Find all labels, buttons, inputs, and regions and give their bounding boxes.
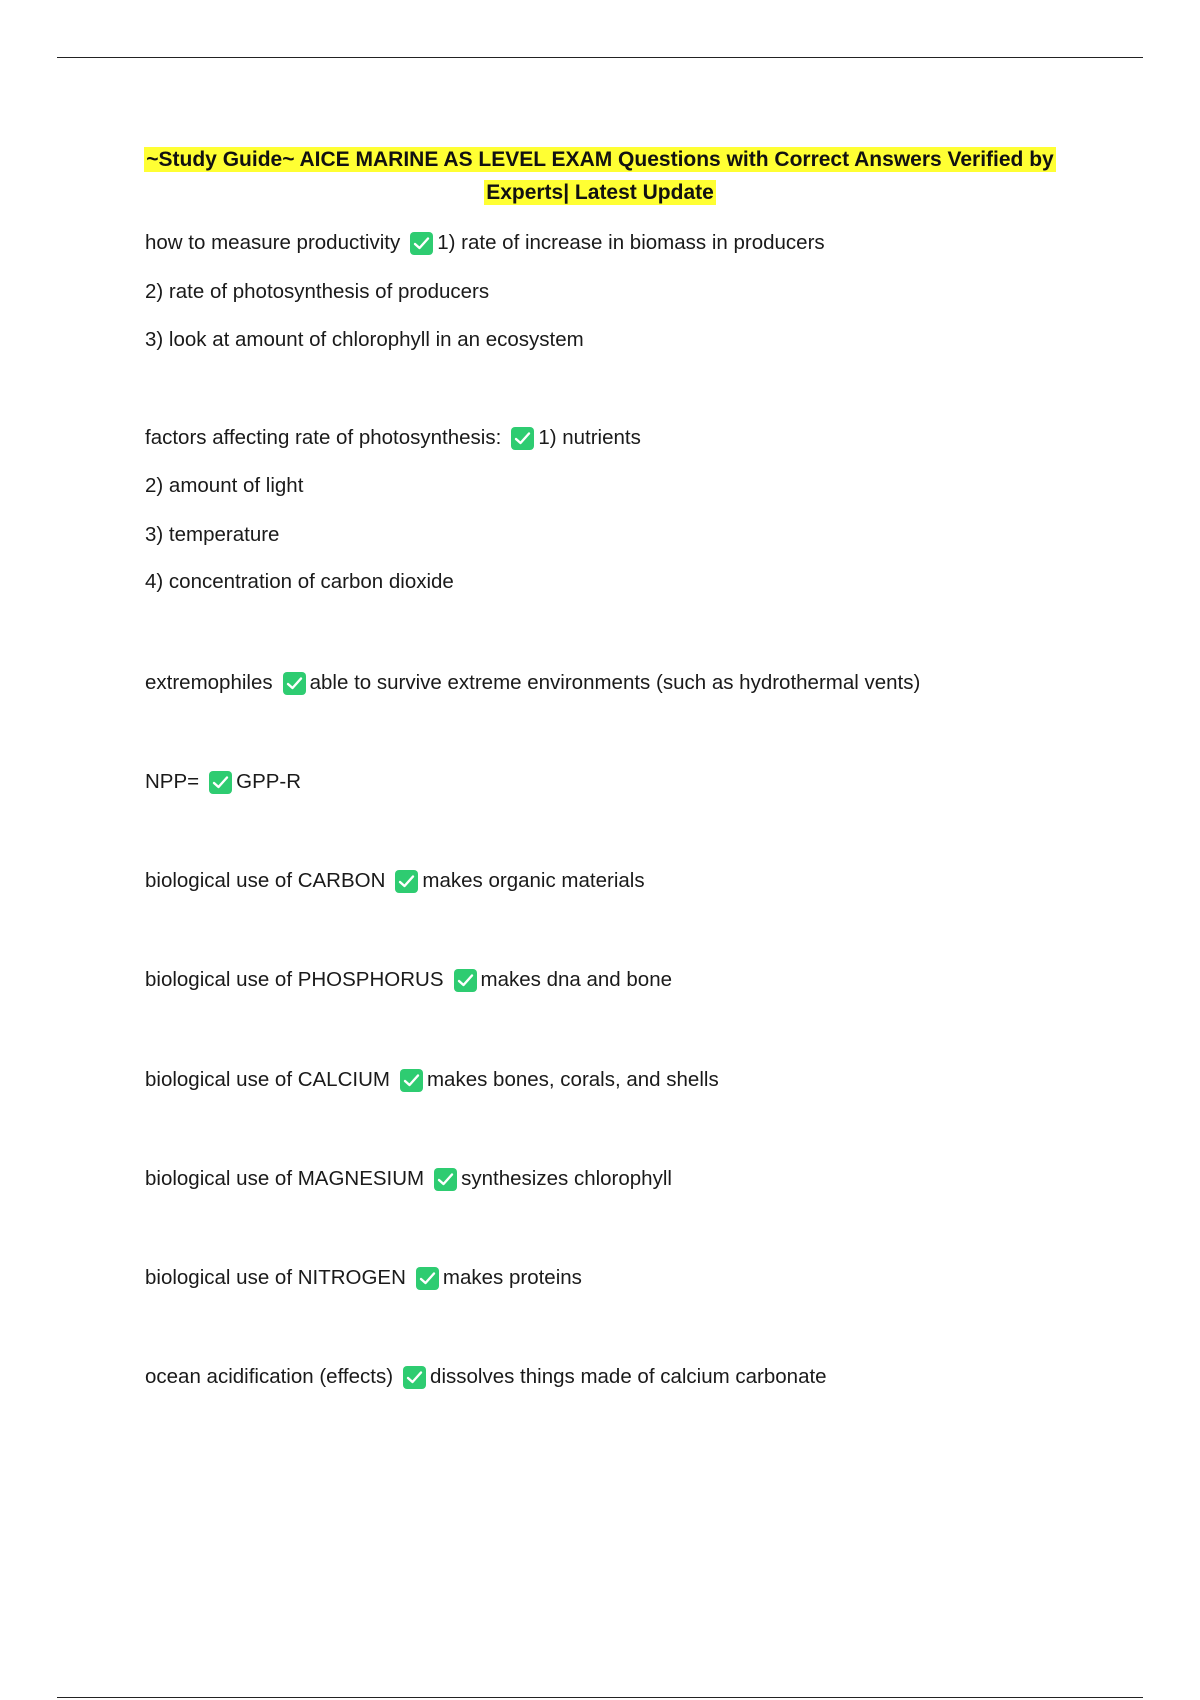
qa-item <box>145 1165 672 1193</box>
qa-answer: dissolves things made of calcium carbonate <box>430 1365 827 1388</box>
qa-item <box>145 966 672 994</box>
qa-continuation <box>145 472 303 500</box>
qa-term: biological use of MAGNESIUM <box>145 1167 425 1190</box>
qa-continuation-text: 4) concentration of carbon dioxide <box>145 570 454 593</box>
qa-item <box>145 424 641 452</box>
check-icon <box>209 771 232 794</box>
qa-continuation <box>145 521 279 549</box>
qa-continuation <box>145 568 454 596</box>
qa-answer: 1) nutrients <box>538 426 641 449</box>
qa-continuation <box>145 326 584 354</box>
qa-term: biological use of CALCIUM <box>145 1068 390 1091</box>
qa-answer: makes dna and bone <box>480 968 672 991</box>
qa-answer: makes bones, corals, and shells <box>426 1068 719 1091</box>
qa-term: biological use of CARBON <box>145 869 386 892</box>
qa-term: biological use of NITROGEN <box>145 1266 406 1289</box>
qa-continuation-text: 3) temperature <box>145 523 280 546</box>
check-icon <box>511 427 534 450</box>
qa-answer: makes organic materials <box>422 869 645 892</box>
qa-item <box>145 768 301 796</box>
qa-term: ocean acidification (effects) <box>145 1365 394 1388</box>
document-title <box>0 143 1200 209</box>
qa-term: NPP= <box>145 770 200 793</box>
title-line-2: Experts| Latest Update <box>486 181 714 204</box>
bottom-rule <box>57 1697 1143 1698</box>
qa-answer: 1) rate of increase in biomass in producers <box>437 231 825 254</box>
check-icon <box>454 969 477 992</box>
check-icon <box>410 232 433 255</box>
qa-item <box>145 669 920 697</box>
qa-item <box>145 229 825 257</box>
qa-answer: makes proteins <box>442 1266 582 1289</box>
qa-item <box>145 1363 827 1391</box>
check-icon <box>395 870 418 893</box>
check-icon <box>434 1168 457 1191</box>
qa-continuation-text: 2) amount of light <box>145 474 304 497</box>
check-icon <box>283 672 306 695</box>
check-icon <box>403 1366 426 1389</box>
qa-term: factors affecting rate of photosynthesis: <box>145 426 502 449</box>
qa-answer: synthesizes chlorophyll <box>461 1167 672 1190</box>
title-line-1: ~Study Guide~ AICE MARINE AS LEVEL EXAM Questions with Correct Answers Verified by <box>146 148 1054 171</box>
qa-term: extremophiles <box>145 671 273 694</box>
qa-term: how to measure productivity <box>145 231 401 254</box>
check-icon <box>416 1267 439 1290</box>
qa-term: biological use of PHOSPHORUS <box>145 968 444 991</box>
qa-continuation-text: 3) look at amount of chlorophyll in an ecosystem <box>145 328 584 351</box>
qa-item <box>145 867 645 895</box>
qa-continuation-text: 2) rate of photosynthesis of producers <box>145 280 490 303</box>
qa-item <box>145 1264 582 1292</box>
top-rule <box>57 57 1143 58</box>
qa-answer: able to survive extreme environments (such as hydrothermal vents) <box>309 671 921 694</box>
qa-answer: GPP-R <box>236 770 302 793</box>
qa-continuation <box>145 278 489 306</box>
check-icon <box>400 1069 423 1092</box>
qa-item <box>145 1066 719 1094</box>
